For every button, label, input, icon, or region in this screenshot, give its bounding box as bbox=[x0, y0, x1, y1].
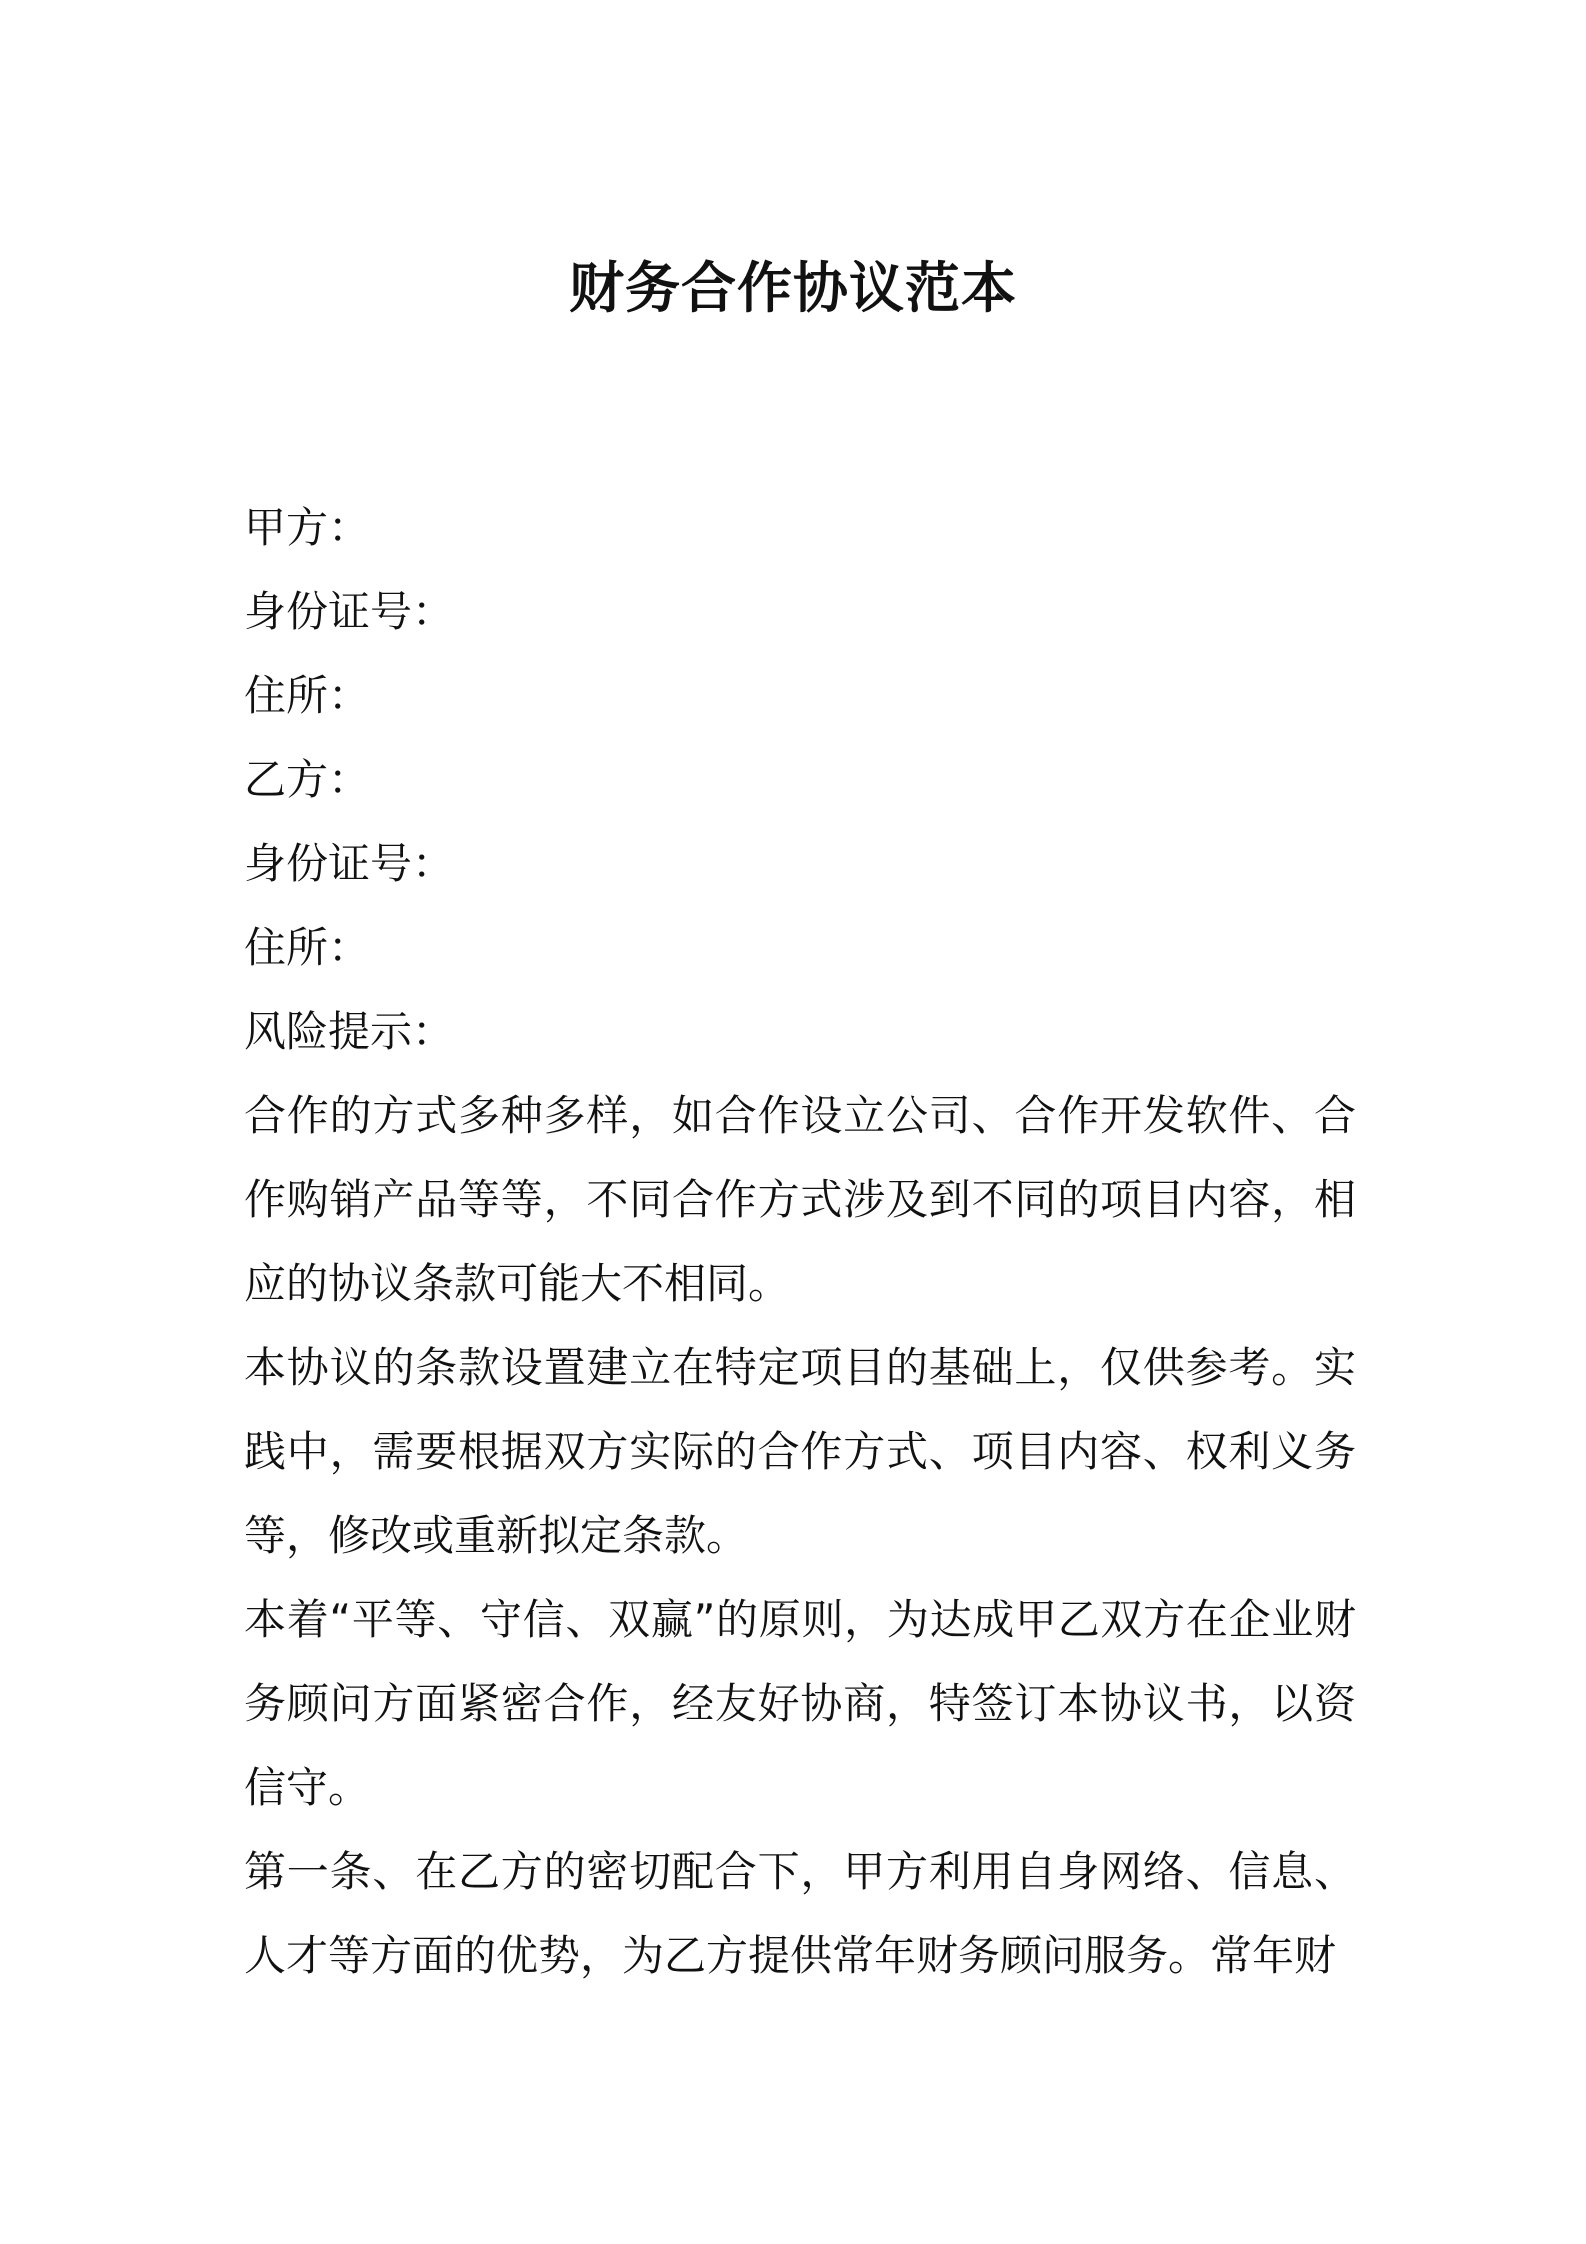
party-b-id-label: 身份证号： bbox=[244, 839, 455, 888]
paragraph-article-one: 第一条、在乙方的密切配合下，甲方利用自身网络、信息、人才等方面的优势，为乙方提供常年财务顾问服务。常年财 bbox=[244, 1847, 1356, 1980]
party-a-label: 甲方： bbox=[244, 503, 371, 552]
party-b-address-label: 住所： bbox=[244, 923, 371, 972]
paragraph-principles: 本着“平等、守信、双赢”的原则，为达成甲乙双方在企业财务顾问方面紧密合作，经友好协商，特签订本协议书，以资信守。 bbox=[244, 1595, 1356, 1812]
party-a-id-label: 身份证号： bbox=[244, 587, 455, 636]
document-body bbox=[244, 486, 1356, 1998]
document-title: 财务合作协议范本 bbox=[568, 256, 1017, 320]
party-a-address-label: 住所： bbox=[244, 671, 371, 720]
paragraph-reference-only: 本协议的条款设置建立在特定项目的基础上，仅供参考。实践中，需要根据双方实际的合作方式、项目内容、权利义务等，修改或重新拟定条款。 bbox=[244, 1343, 1356, 1560]
paragraph-cooperation-methods: 合作的方式多种多样，如合作设立公司、合作开发软件、合作购销产品等等，不同合作方式涉及到不同的项目内容，相应的协议条款可能大不相同。 bbox=[244, 1091, 1356, 1308]
party-b-label: 乙方： bbox=[244, 755, 371, 804]
risk-notice-label: 风险提示： bbox=[244, 1007, 455, 1056]
